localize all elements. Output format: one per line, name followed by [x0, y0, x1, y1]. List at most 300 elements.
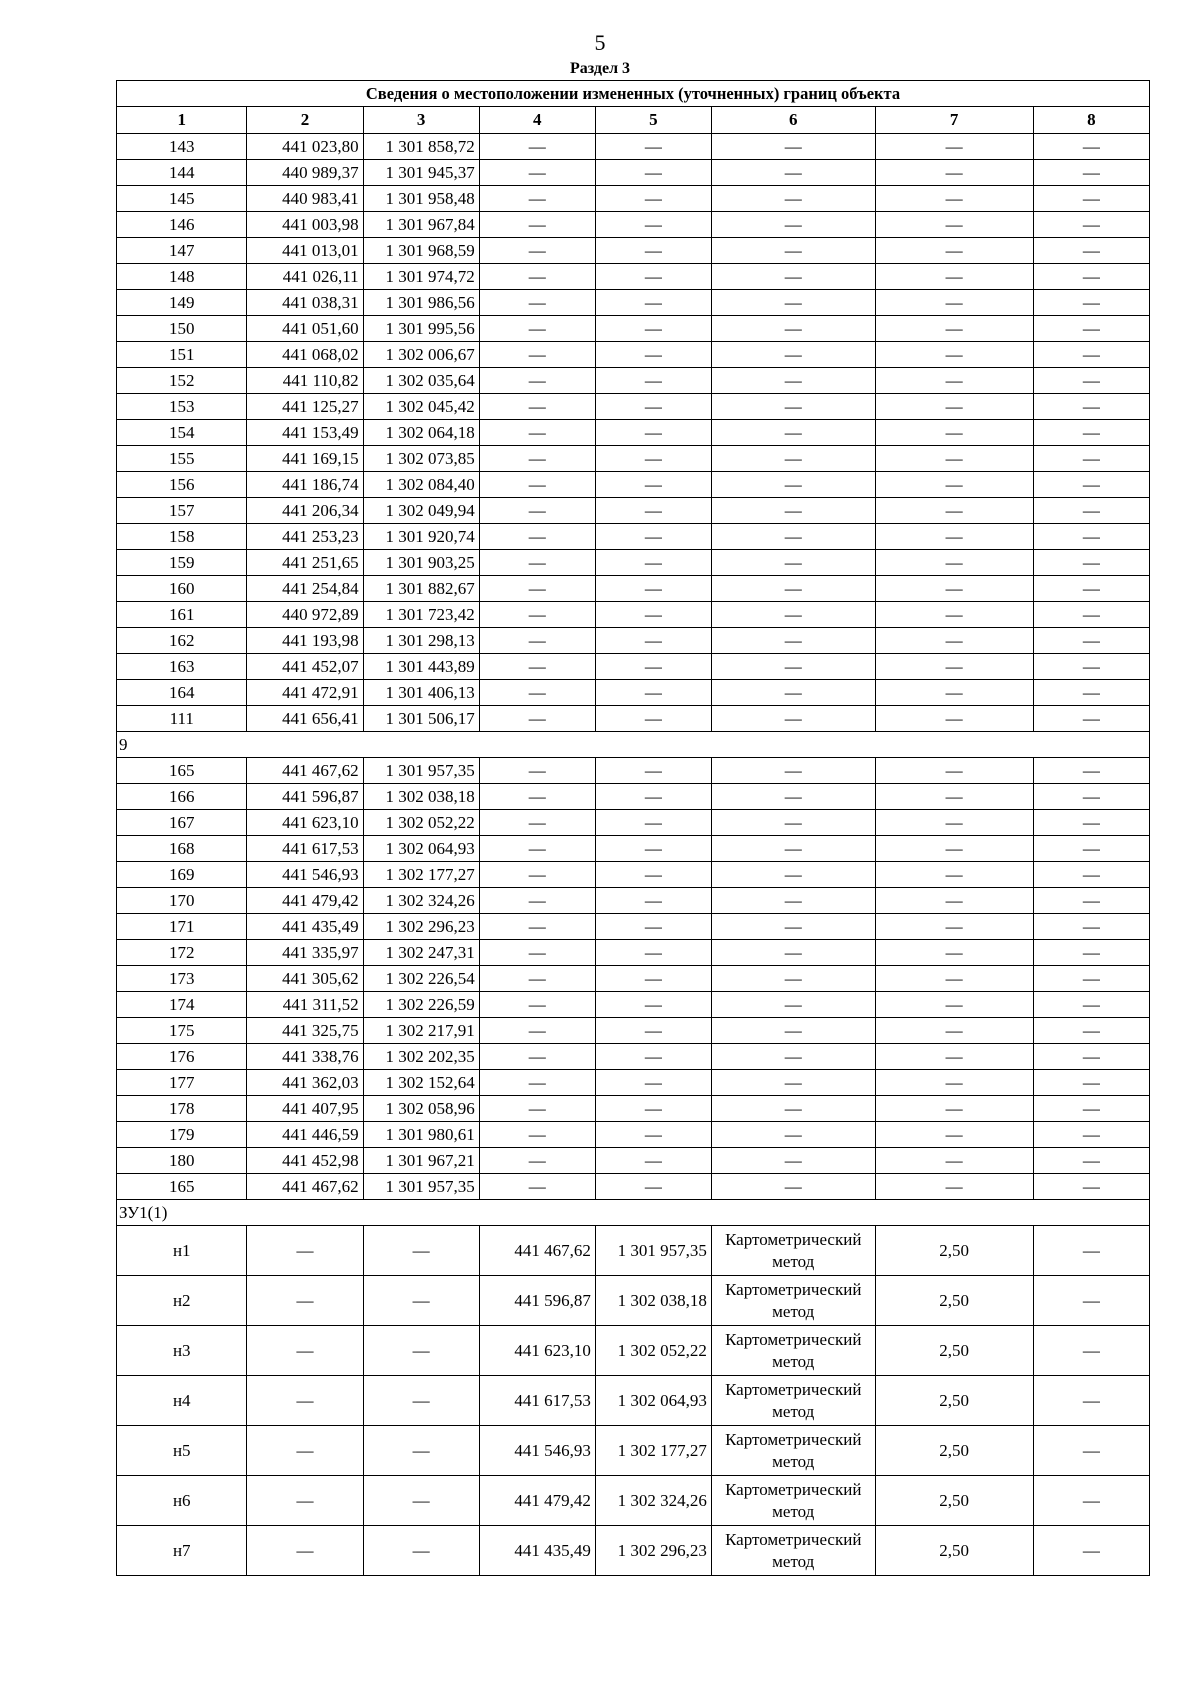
table-cell: — [595, 472, 711, 498]
table-cell: — [595, 1096, 711, 1122]
table-cell: — [875, 160, 1033, 186]
table-cell: — [1033, 420, 1149, 446]
page-number: 5 [594, 30, 606, 55]
table-cell: н3 [117, 1326, 247, 1376]
table-row [117, 1526, 1150, 1576]
table-cell: — [479, 706, 595, 732]
table-cell: — [711, 1122, 875, 1148]
group-row [117, 732, 1150, 758]
table-cell: 164 [117, 680, 247, 706]
table-row [117, 212, 1150, 238]
table-cell: — [875, 888, 1033, 914]
table-row [117, 1276, 1150, 1326]
table-cell: — [363, 1526, 479, 1576]
table-cell: — [247, 1526, 363, 1576]
table-cell: — [1033, 1096, 1149, 1122]
table-cell: 1 302 064,18 [363, 420, 479, 446]
table-cell: 178 [117, 1096, 247, 1122]
table-cell: 1 301 958,48 [363, 186, 479, 212]
table-cell: — [595, 1044, 711, 1070]
table-cell: 1 301 298,13 [363, 628, 479, 654]
table-cell: — [363, 1376, 479, 1426]
table-cell: 1 301 882,67 [363, 576, 479, 602]
table-row [117, 238, 1150, 264]
table-cell: 441 617,53 [479, 1376, 595, 1426]
table-cell: — [595, 368, 711, 394]
table-cell: — [595, 836, 711, 862]
table-row [117, 524, 1150, 550]
table-row [117, 186, 1150, 212]
table-cell: — [875, 316, 1033, 342]
table-row [117, 940, 1150, 966]
table-cell: 1 302 226,54 [363, 966, 479, 992]
table-cell: 441 362,03 [247, 1070, 363, 1096]
table-cell: н4 [117, 1376, 247, 1426]
table-cell: — [363, 1476, 479, 1526]
table-cell: — [595, 1148, 711, 1174]
table-cell: 159 [117, 550, 247, 576]
table-cell: — [875, 914, 1033, 940]
table-cell: — [1033, 134, 1149, 160]
table-cell: — [479, 1044, 595, 1070]
table-cell: 1 302 064,93 [363, 836, 479, 862]
table-cell: 1 302 058,96 [363, 1096, 479, 1122]
table-cell: Картометрический метод [711, 1276, 875, 1326]
table-cell: 155 [117, 446, 247, 472]
table-row [117, 758, 1150, 784]
column-header: 8 [1033, 107, 1149, 134]
column-header: 7 [875, 107, 1033, 134]
table-cell: — [875, 472, 1033, 498]
table-cell: 166 [117, 784, 247, 810]
table-cell: 441 026,11 [247, 264, 363, 290]
table-cell: — [595, 758, 711, 784]
table-cell: — [595, 394, 711, 420]
table-cell: — [595, 212, 711, 238]
table-cell: 441 435,49 [479, 1526, 595, 1576]
table-cell: 440 972,89 [247, 602, 363, 628]
table-cell: — [595, 238, 711, 264]
table-cell: 177 [117, 1070, 247, 1096]
table-cell: 149 [117, 290, 247, 316]
table-cell: — [875, 212, 1033, 238]
table-cell: — [363, 1326, 479, 1376]
table-cell: 146 [117, 212, 247, 238]
table-cell: — [1033, 888, 1149, 914]
table-cell: — [1033, 1070, 1149, 1096]
table-cell: 441 335,97 [247, 940, 363, 966]
table-row [117, 446, 1150, 472]
table-cell: — [479, 1174, 595, 1200]
boundary-table [116, 80, 1150, 1576]
table-cell: — [1033, 992, 1149, 1018]
table-cell: — [247, 1326, 363, 1376]
table-cell: — [711, 186, 875, 212]
column-header: 5 [595, 107, 711, 134]
table-cell: 441 596,87 [247, 784, 363, 810]
table-cell: — [595, 498, 711, 524]
table-cell: 154 [117, 420, 247, 446]
table-cell: — [479, 264, 595, 290]
table-cell: 1 302 035,64 [363, 368, 479, 394]
table-cell: 1 301 967,21 [363, 1148, 479, 1174]
table-cell: — [247, 1426, 363, 1476]
table-cell: — [711, 290, 875, 316]
table-cell: 2,50 [875, 1226, 1033, 1276]
table-cell: 2,50 [875, 1526, 1033, 1576]
table-cell: — [479, 784, 595, 810]
table-cell: — [1033, 472, 1149, 498]
table-cell: — [479, 212, 595, 238]
table-cell: — [595, 420, 711, 446]
table-cell: — [711, 160, 875, 186]
table-cell: — [595, 680, 711, 706]
table-cell: 1 301 968,59 [363, 238, 479, 264]
table-row [117, 966, 1150, 992]
table-cell: 441 038,31 [247, 290, 363, 316]
table-cell: н5 [117, 1426, 247, 1476]
table-cell: — [875, 1018, 1033, 1044]
table-cell: 441 467,62 [479, 1226, 595, 1276]
table-cell: — [1033, 264, 1149, 290]
table-row [117, 498, 1150, 524]
table-cell: 1 302 038,18 [595, 1276, 711, 1326]
table-cell: 1 301 980,61 [363, 1122, 479, 1148]
table-cell: 165 [117, 758, 247, 784]
table-cell: — [711, 602, 875, 628]
table-cell: 165 [117, 1174, 247, 1200]
table-cell: — [247, 1376, 363, 1426]
table-cell: — [875, 758, 1033, 784]
table-cell: — [1033, 784, 1149, 810]
table-cell: — [1033, 940, 1149, 966]
table-cell: — [479, 1122, 595, 1148]
column-header: 2 [247, 107, 363, 134]
table-cell: 163 [117, 654, 247, 680]
table-cell: — [595, 1174, 711, 1200]
table-row [117, 472, 1150, 498]
table-cell: 441 479,42 [247, 888, 363, 914]
table-cell: — [1033, 1376, 1149, 1426]
table-row [117, 394, 1150, 420]
table-cell: — [363, 1426, 479, 1476]
table-cell: 2,50 [875, 1426, 1033, 1476]
table-cell: 2,50 [875, 1476, 1033, 1526]
table-cell: 441 169,15 [247, 446, 363, 472]
table-cell: — [1033, 758, 1149, 784]
table-cell: 1 301 920,74 [363, 524, 479, 550]
table-cell: — [1033, 602, 1149, 628]
table-cell: — [711, 316, 875, 342]
table-cell: 1 302 152,64 [363, 1070, 479, 1096]
table-cell: — [1033, 1174, 1149, 1200]
table-cell: — [1033, 368, 1149, 394]
table-cell: 1 302 052,22 [595, 1326, 711, 1376]
table-cell: 158 [117, 524, 247, 550]
table-cell: 441 338,76 [247, 1044, 363, 1070]
table-cell: 111 [117, 706, 247, 732]
table-cell: 1 302 045,42 [363, 394, 479, 420]
table-cell: 1 302 247,31 [363, 940, 479, 966]
table-cell: 167 [117, 810, 247, 836]
table-cell: 143 [117, 134, 247, 160]
table-cell: — [1033, 342, 1149, 368]
table-cell: — [711, 342, 875, 368]
table-cell: — [363, 1226, 479, 1276]
table-cell: — [711, 524, 875, 550]
table-cell: 441 452,98 [247, 1148, 363, 1174]
table-row [117, 1226, 1150, 1276]
table-cell: 162 [117, 628, 247, 654]
table-cell: — [595, 160, 711, 186]
table-cell: 152 [117, 368, 247, 394]
table-row [117, 628, 1150, 654]
table-cell: — [875, 342, 1033, 368]
table-cell: 441 467,62 [247, 1174, 363, 1200]
group-row [117, 1200, 1150, 1226]
table-cell: 441 311,52 [247, 992, 363, 1018]
table-cell: 441 623,10 [479, 1326, 595, 1376]
group-label: ЗУ1(1) [117, 1200, 1150, 1226]
table-cell: — [479, 940, 595, 966]
table-row [117, 368, 1150, 394]
table-cell: — [595, 290, 711, 316]
table-cell: — [1033, 290, 1149, 316]
table-cell: — [875, 238, 1033, 264]
table-cell: 1 301 957,35 [363, 1174, 479, 1200]
table-cell: — [479, 862, 595, 888]
table-cell: — [875, 576, 1033, 602]
table-cell: 1 301 974,72 [363, 264, 479, 290]
table-cell: н6 [117, 1476, 247, 1526]
table-cell: — [875, 524, 1033, 550]
table-row [117, 1148, 1150, 1174]
table-cell: 1 302 296,23 [595, 1526, 711, 1576]
table-cell: — [479, 550, 595, 576]
table-cell: — [711, 992, 875, 1018]
table-cell: — [1033, 1326, 1149, 1376]
table-cell: — [1033, 862, 1149, 888]
table-row [117, 1070, 1150, 1096]
table-cell: — [363, 1276, 479, 1326]
table-cell: 170 [117, 888, 247, 914]
table-cell: — [595, 810, 711, 836]
table-cell: — [711, 1148, 875, 1174]
table-cell: 441 110,82 [247, 368, 363, 394]
table-cell: — [875, 498, 1033, 524]
table-cell: — [1033, 914, 1149, 940]
table-row [117, 602, 1150, 628]
table-cell: 441 186,74 [247, 472, 363, 498]
table-cell: 179 [117, 1122, 247, 1148]
table-cell: — [1033, 1426, 1149, 1476]
table-cell: Картометрический метод [711, 1526, 875, 1576]
table-row [117, 576, 1150, 602]
table-cell: — [479, 602, 595, 628]
table-cell: 1 301 406,13 [363, 680, 479, 706]
table-cell: н1 [117, 1226, 247, 1276]
table-cell: 1 302 052,22 [363, 810, 479, 836]
table-cell: — [595, 654, 711, 680]
table-cell: — [711, 862, 875, 888]
table-cell: — [711, 810, 875, 836]
table-cell: — [875, 836, 1033, 862]
table-cell: — [875, 186, 1033, 212]
table-cell: 176 [117, 1044, 247, 1070]
table-cell: — [1033, 706, 1149, 732]
table-cell: — [595, 862, 711, 888]
table-cell: 441 153,49 [247, 420, 363, 446]
table-cell: 145 [117, 186, 247, 212]
table-cell: 441 546,93 [247, 862, 363, 888]
table-cell: — [711, 1044, 875, 1070]
table-cell: — [1033, 1122, 1149, 1148]
table-cell: — [479, 420, 595, 446]
table-cell: н2 [117, 1276, 247, 1326]
table-cell: — [711, 1018, 875, 1044]
table-cell: 161 [117, 602, 247, 628]
table-cell: — [479, 290, 595, 316]
table-cell: 441 596,87 [479, 1276, 595, 1326]
table-cell: 180 [117, 1148, 247, 1174]
table-row [117, 264, 1150, 290]
table-cell: 153 [117, 394, 247, 420]
table-cell: — [595, 888, 711, 914]
table-cell: 169 [117, 862, 247, 888]
table-cell: — [479, 914, 595, 940]
table-cell: 173 [117, 966, 247, 992]
table-cell: — [711, 888, 875, 914]
table-row [117, 836, 1150, 862]
table-cell: 1 302 324,26 [595, 1476, 711, 1526]
table-cell: — [711, 628, 875, 654]
table-cell: 1 301 957,35 [595, 1226, 711, 1276]
table-title: Сведения о местоположении измененных (уточненных) границ объекта [117, 81, 1150, 107]
header-row [117, 107, 1150, 134]
table-cell: — [711, 914, 875, 940]
table-cell: — [479, 1070, 595, 1096]
table-cell: — [1033, 1044, 1149, 1070]
table-cell: Картометрический метод [711, 1376, 875, 1426]
table-cell: — [1033, 212, 1149, 238]
table-cell: — [247, 1476, 363, 1526]
table-cell: — [1033, 238, 1149, 264]
table-row [117, 888, 1150, 914]
table-cell: — [711, 654, 875, 680]
table-cell: 1 301 903,25 [363, 550, 479, 576]
table-row [117, 654, 1150, 680]
table-cell: 441 253,23 [247, 524, 363, 550]
table-cell: — [479, 836, 595, 862]
table-row [117, 1376, 1150, 1426]
table-cell: 441 206,34 [247, 498, 363, 524]
table-cell: 1 302 038,18 [363, 784, 479, 810]
table-cell: 1 302 006,67 [363, 342, 479, 368]
table-cell: — [711, 420, 875, 446]
table-cell: — [479, 524, 595, 550]
table-cell: — [711, 498, 875, 524]
table-cell: — [711, 966, 875, 992]
table-cell: 1 302 217,91 [363, 1018, 479, 1044]
table-cell: — [595, 940, 711, 966]
table-cell: — [1033, 836, 1149, 862]
table-cell: — [711, 706, 875, 732]
table-cell: — [711, 576, 875, 602]
table-cell: — [1033, 628, 1149, 654]
table-cell: — [875, 706, 1033, 732]
table-cell: — [595, 1070, 711, 1096]
table-row [117, 160, 1150, 186]
table-cell: — [875, 654, 1033, 680]
table-cell: Картометрический метод [711, 1226, 875, 1276]
table-cell: 2,50 [875, 1376, 1033, 1426]
table-cell: — [711, 394, 875, 420]
table-cell: 2,50 [875, 1326, 1033, 1376]
table-cell: 157 [117, 498, 247, 524]
table-cell: — [595, 524, 711, 550]
table-cell: — [1033, 680, 1149, 706]
table-cell: 1 301 723,42 [363, 602, 479, 628]
table-cell: 1 302 177,27 [363, 862, 479, 888]
table-cell: 441 446,59 [247, 1122, 363, 1148]
table-cell: 1 301 506,17 [363, 706, 479, 732]
table-cell: — [711, 758, 875, 784]
table-cell: — [1033, 316, 1149, 342]
table-cell: — [875, 602, 1033, 628]
table-cell: — [1033, 394, 1149, 420]
table-cell: — [479, 810, 595, 836]
table-cell: — [875, 628, 1033, 654]
table-cell: — [875, 1174, 1033, 1200]
table-cell: 147 [117, 238, 247, 264]
table-cell: — [1033, 966, 1149, 992]
table-cell: 1 302 049,94 [363, 498, 479, 524]
table-cell: — [595, 966, 711, 992]
table-cell: — [479, 680, 595, 706]
table-cell: — [595, 784, 711, 810]
table-row [117, 992, 1150, 1018]
table-row [117, 706, 1150, 732]
table-cell: 151 [117, 342, 247, 368]
table-cell: — [875, 290, 1033, 316]
table-cell: 441 003,98 [247, 212, 363, 238]
table-cell: — [711, 472, 875, 498]
table-row [117, 290, 1150, 316]
table-cell: — [479, 342, 595, 368]
table-cell: 174 [117, 992, 247, 1018]
table-cell: — [479, 966, 595, 992]
table-cell: — [1033, 186, 1149, 212]
table-row [117, 1096, 1150, 1122]
table-cell: — [479, 446, 595, 472]
table-cell: — [875, 1070, 1033, 1096]
table-cell: 441 407,95 [247, 1096, 363, 1122]
table-cell: 1 302 324,26 [363, 888, 479, 914]
table-cell: — [479, 992, 595, 1018]
table-cell: 441 472,91 [247, 680, 363, 706]
table-cell: 1 301 945,37 [363, 160, 479, 186]
table-cell: — [711, 134, 875, 160]
table-cell: — [595, 550, 711, 576]
table-cell: — [595, 264, 711, 290]
group-label: 9 [117, 732, 1150, 758]
table-cell: — [247, 1226, 363, 1276]
table-cell: — [711, 940, 875, 966]
table-cell: — [479, 134, 595, 160]
table-cell: Картометрический метод [711, 1426, 875, 1476]
table-cell: — [875, 1096, 1033, 1122]
table-cell: — [1033, 524, 1149, 550]
